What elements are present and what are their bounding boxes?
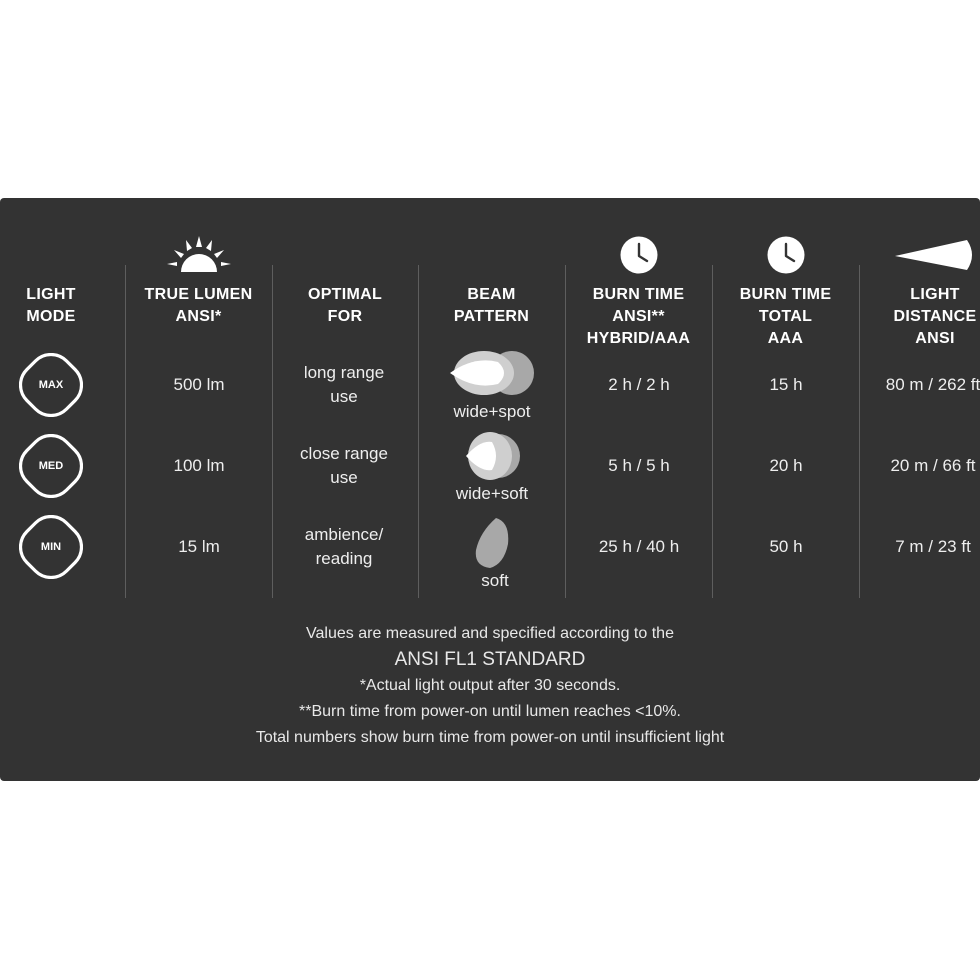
mode-label: MED — [38, 460, 64, 472]
mode-badge-max — [19, 353, 83, 417]
mode-label: MIN — [40, 541, 62, 553]
optimal-for-value: ambience/ reading — [304, 525, 384, 568]
footnote-actual-output: *Actual light output after 30 seconds. — [359, 677, 621, 694]
header-true-lumen: TRUE LUMEN ANSI* — [144, 286, 253, 325]
light-distance-value: 20 m / 66 ft — [890, 456, 976, 475]
burn-time-hybrid-value: 2 h / 2 h — [608, 375, 670, 394]
burn-time-hybrid-value: 25 h / 40 h — [598, 537, 680, 556]
lumen-value: 500 lm — [173, 375, 225, 394]
burn-time-total-value: 50 h — [769, 537, 803, 556]
beam-pattern-label: soft — [481, 571, 509, 590]
light-distance-value: 7 m / 23 ft — [895, 537, 971, 556]
header-burn-time-total: BURN TIME TOTAL AAA — [739, 286, 832, 347]
mode-label: MAX — [38, 379, 64, 391]
clock-icon — [620, 236, 658, 274]
beam-soft-icon — [472, 516, 512, 570]
beam-pattern-label: wide+soft — [455, 484, 529, 503]
spec-table-panel — [0, 198, 980, 781]
beam-cone-icon — [893, 238, 977, 272]
optimal-for-value: close range use — [300, 444, 388, 487]
lumen-value: 15 lm — [178, 537, 220, 556]
lumen-value: 100 lm — [173, 456, 225, 475]
beam-pattern-label: wide+spot — [453, 402, 531, 421]
light-distance-value: 80 m / 262 ft — [885, 375, 980, 394]
header-burn-time-ansi: BURN TIME ANSI** HYBRID/AAA — [586, 286, 691, 347]
clock-icon — [767, 236, 805, 274]
column-divider — [859, 265, 860, 598]
mode-badge-med — [19, 434, 83, 498]
header-light-mode: LIGHT MODE — [26, 286, 76, 325]
burn-time-total-value: 20 h — [769, 456, 803, 475]
header-light-distance: LIGHT DISTANCE ANSI — [893, 286, 977, 347]
beam-wide-soft-icon — [462, 430, 522, 482]
burn-time-total-value: 15 h — [769, 375, 803, 394]
burn-time-hybrid-value: 5 h / 5 h — [608, 456, 670, 475]
footnote-measured: Values are measured and specified according to the — [306, 625, 674, 642]
optimal-for-value: long range use — [303, 363, 385, 406]
header-beam-pattern: BEAM PATTERN — [453, 286, 530, 325]
header-optimal-for: OPTIMAL FOR — [307, 286, 383, 325]
mode-badge-min — [19, 515, 83, 579]
footnote-total-numbers: Total numbers show burn time from power-on until insufficient light — [255, 729, 725, 746]
footnote-standard: ANSI FL1 STANDARD — [394, 649, 586, 670]
beam-wide-spot-icon — [446, 348, 538, 398]
sun-icon — [164, 234, 234, 274]
footnote-burn-time: **Burn time from power-on until lumen reaches <10%. — [299, 703, 681, 720]
